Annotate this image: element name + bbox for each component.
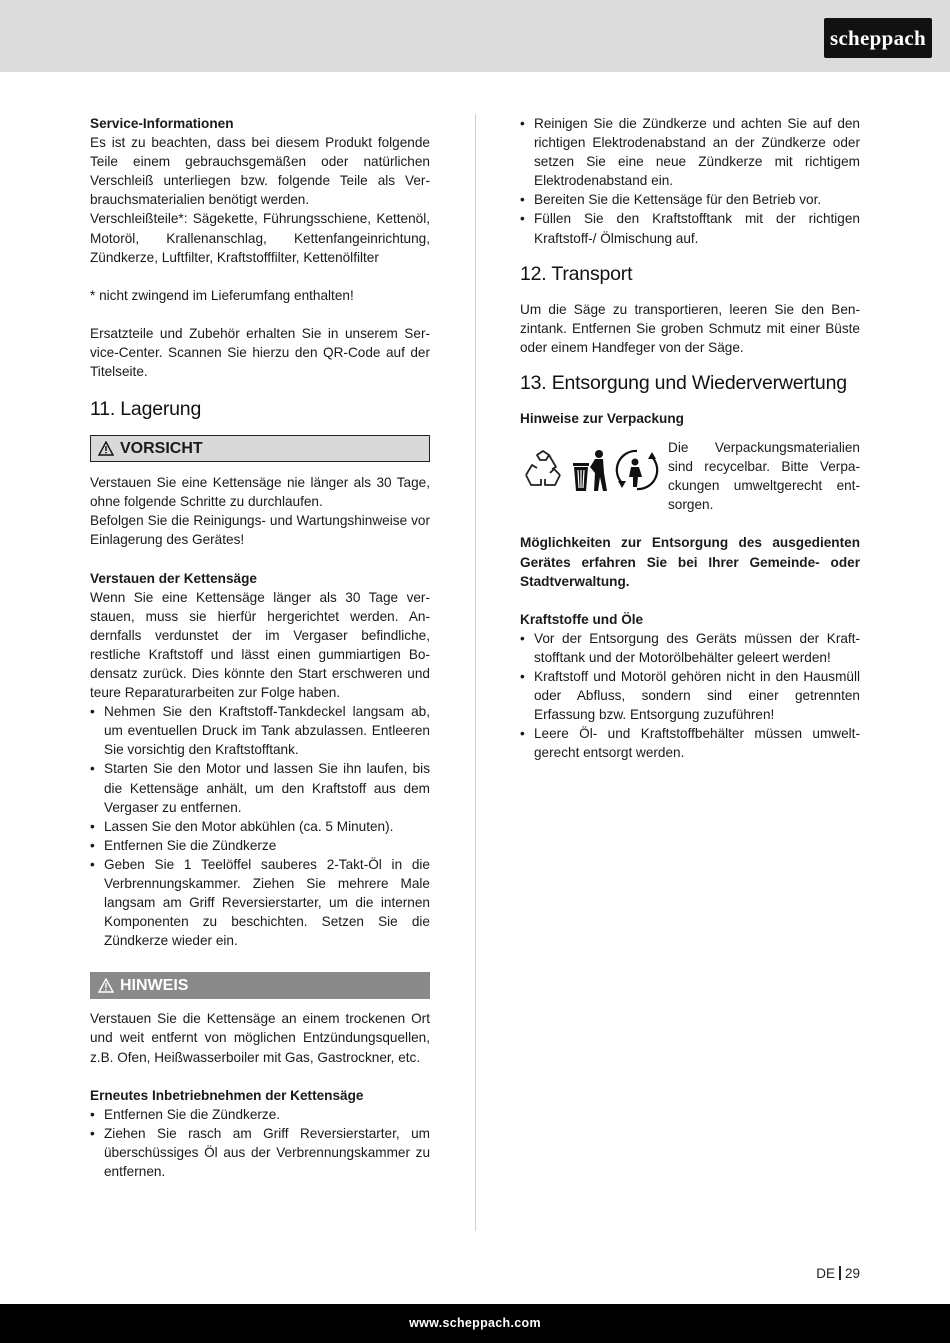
hinweis-paragraph: Verstauen Sie die Kettensäge an einem trockenen Ort und weit entfernt von möglichen Entzündungsquellen, z.B. Ofen, Heißwasserboiler mit Gas, Gastrockner, etc. bbox=[90, 1011, 430, 1065]
list-item: • Entfernen Sie die Zündkerze. bbox=[90, 1106, 281, 1122]
list-item: • Ziehen Sie rasch am Griff Reversierstarter, um überschüssiges Öl aus der Verbrennungskammer zu entfernen. bbox=[90, 1125, 430, 1180]
list-item: • Füllen Sie den Kraftstofftank mit der richtigen Kraftstoff-/ Ölmischung auf. bbox=[520, 211, 860, 246]
service-paragraph-3: Ersatzteile und Zubehör erhalten Sie in unserem Service-Center. Scannen Sie hierzu den QR-Code auf der Titelseite. bbox=[90, 325, 430, 380]
trash-bin-person-icon bbox=[570, 447, 610, 493]
page-lang: DE bbox=[816, 1266, 835, 1281]
green-dot-recycle-icon bbox=[614, 447, 660, 493]
vorsicht-paragraph-1: Verstauen Sie eine Kettensäge nie länger als 30 Tage, ohne folgende Schritte zu durchlaufen. bbox=[90, 475, 430, 510]
page-number bbox=[816, 1264, 860, 1283]
kraftstoffe-list bbox=[520, 629, 860, 763]
warning-icon bbox=[98, 441, 114, 456]
header-band bbox=[0, 0, 950, 72]
list-item: • Leere Öl- und Kraftstoffbehälter müssen umweltgerecht entsorgt werden. bbox=[520, 726, 860, 761]
verstauen-list bbox=[90, 702, 430, 950]
recycle-row bbox=[520, 438, 860, 514]
hinweis-box bbox=[90, 972, 430, 999]
footer-url[interactable]: www.scheppach.com bbox=[409, 1316, 541, 1330]
service-title: Service-Informationen bbox=[90, 116, 234, 131]
erneutes-list bbox=[90, 1105, 430, 1181]
list-item: • Entfernen Sie die Zündkerze bbox=[90, 837, 277, 853]
vorsicht-label: VORSICHT bbox=[120, 439, 203, 457]
entsorgung-heading: 13. Entsorgung und Wiederverwertung bbox=[520, 371, 847, 394]
vorsicht-paragraph-2: Befolgen Sie die Reinigungs- und Wartungshinweise vor Einlagerung des Gerätes! bbox=[90, 513, 430, 548]
zuendkerze-list bbox=[520, 114, 860, 248]
moeglichkeiten-paragraph: Möglichkeiten zur Entsorgung des ausgedienten Gerätes erfahren Sie bei Ihrer Gemeinde- oder Stadtverwaltung. bbox=[520, 535, 860, 589]
recycle-icon bbox=[520, 447, 566, 493]
erneutes-title: Erneutes Inbetriebnehmen der Kettensäge bbox=[90, 1087, 364, 1103]
list-item: • Bereiten Sie die Kettensäge für den Betrieb vor. bbox=[520, 192, 822, 208]
column-divider bbox=[475, 114, 476, 1231]
list-item: • Starten Sie den Motor und lassen Sie ihn laufen, bis die Kettensäge anhält, um den Kraftstoff aus dem Vergaser zu entfernen. bbox=[90, 761, 430, 815]
service-paragraph-2: Verschleißteile*: Sägekette, Führungsschiene, Kettenöl, Motoröl, Krallenanschlag, Kettenfangeinrichtung, Zündkerze, Luftfilter, Kraftstofffilter, Kettenölfilter bbox=[90, 211, 430, 265]
transport-paragraph: Um die Säge zu transportieren, leeren Sie den Benzintank. Entfernen Sie groben Schmutz mit einer Büste oder einem Handfeger von der Säge. bbox=[520, 301, 860, 355]
list-item: • Vor der Entsorgung des Geräts müssen der Kraftstofftank und der Motorölbehälter geleert werden! bbox=[520, 630, 860, 665]
verstauen-title: Verstauen der Kettensäge bbox=[90, 570, 257, 586]
list-item: • Lassen Sie den Motor abkühlen (ca. 5 Minuten). bbox=[90, 818, 394, 834]
verstauen-paragraph: Wenn Sie eine Kettensäge länger als 30 Tage verstauen, muss sie hierfür hergerichtet werden. Andernfalls verdunstet der im Vergaser befindliche, restliche Kraftstoff und lässt einen gummiartigen Bodensatz zurück. Dies könnte den Start erschweren und teure Reparaturarbeiten zur Folge haben. bbox=[90, 589, 430, 701]
service-paragraph-1: Es ist zu beachten, dass bei diesem Produkt folgende Teile einem gebrauchsgemäßen oder natürlichen Verschleiß unterliegen bzw. folgende Teile als Verbrauchsmaterialien benötigt werden. bbox=[90, 135, 430, 208]
list-item: • Geben Sie 1 Teelöffel sauberes 2-Takt-Öl in die Verbrennungskammer. Ziehen Sie mehrere Male langsam am Griff Reversierstarter, um die internen Komponenten zu beschichten. Setzen Sie die Zündkerze wieder ein. bbox=[90, 856, 430, 949]
right-column bbox=[520, 114, 860, 762]
verpackung-title: Hinweise zur Verpackung bbox=[520, 410, 684, 426]
transport-heading: 12. Transport bbox=[520, 262, 633, 285]
recycle-icons bbox=[520, 438, 668, 502]
brand-logo: scheppach bbox=[824, 18, 932, 58]
kraftstoffe-title: Kraftstoffe und Öle bbox=[520, 611, 644, 627]
vorsicht-box bbox=[90, 435, 430, 462]
list-item: • Nehmen Sie den Kraftstoff-Tankdeckel langsam ab, um eventuellen Druck im Tank abzulassen. Entleeren Sie vorsichtig den Kraftstofftank. bbox=[90, 704, 430, 758]
list-item: • Reinigen Sie die Zündkerze und achten Sie auf den richtigen Elektrodenabstand an der Zündkerze oder setzen Sie eine neue Zündkerze mit richtigem Elektrodenabstand ein. bbox=[520, 116, 860, 189]
service-note: * nicht zwingend im Lieferumfang enthalten! bbox=[90, 287, 354, 303]
hinweis-label: HINWEIS bbox=[120, 977, 189, 995]
list-item: • Kraftstoff und Motoröl gehören nicht in den Hausmüll oder Abfluss, sondern sind einer getrennten Erfassung bzw. Entsorgung zuzuführen! bbox=[520, 668, 860, 723]
left-column bbox=[90, 114, 430, 1181]
footer-bar bbox=[0, 1304, 950, 1343]
verpackung-paragraph: Die Verpackungsmaterialien sind recycelbar. Bitte Verpackungen umweltgerecht entsorgen. bbox=[668, 440, 860, 513]
lagerung-heading: 11. Lagerung bbox=[90, 398, 202, 421]
warning-icon bbox=[98, 978, 114, 993]
page-number-value: 29 bbox=[844, 1266, 860, 1281]
